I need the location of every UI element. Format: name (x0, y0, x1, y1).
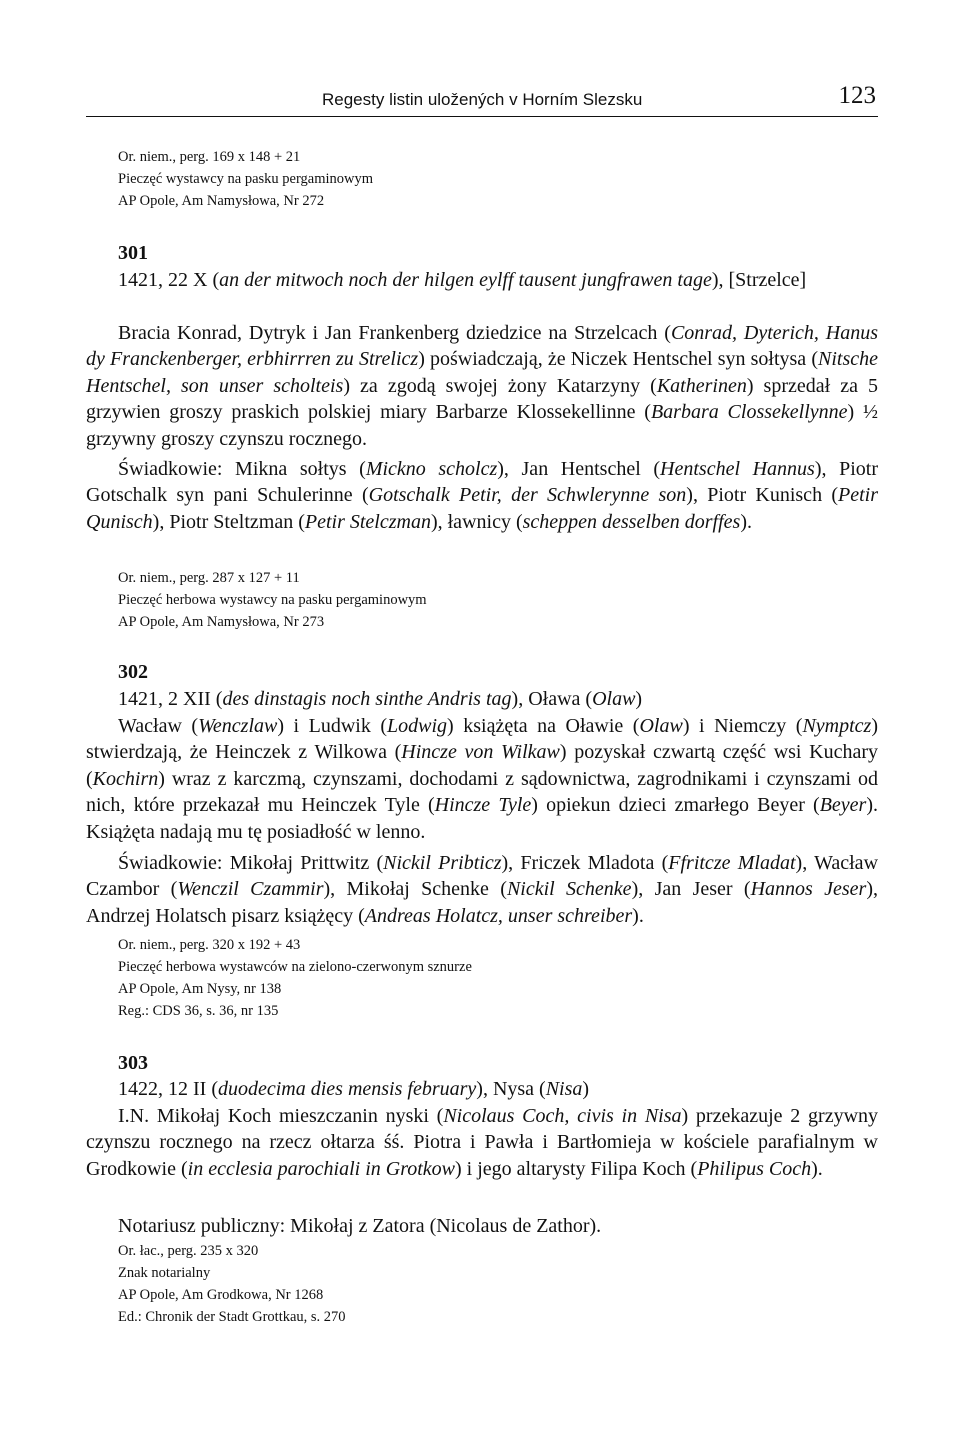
archive-note: AP Opole, Am Nysy, nr 138 (118, 981, 282, 997)
edition-note: Ed.: Chronik der Stadt Grottkau, s. 270 (118, 1309, 346, 1325)
entry-number: 302 (118, 661, 148, 683)
entry-notary: Notariusz publiczny: Mikołaj z Zatora (Nicolaus de Zathor). (118, 1215, 602, 1237)
entry-date-line: 1422, 12 II (duodecima dies mensis february), Nysa (Nisa) (118, 1078, 590, 1100)
reference-note: Reg.: CDS 36, s. 36, nr 135 (118, 1003, 279, 1019)
page-header (86, 82, 878, 118)
entry-number: 303 (118, 1052, 148, 1074)
source-note: Or. niem., perg. 287 x 127 + 11 (118, 570, 300, 586)
entry-date-line: 1421, 22 X (an der mitwoch noch der hilgen eylff tausent jungfrawen tage), [Strzelce] (118, 269, 807, 291)
seal-note: Pieczęć herbowa wystawcy na pasku pergaminowym (118, 592, 427, 608)
entry-witnesses: Świadkowie: Mikołaj Prittwitz (Nickil Pribticz), Friczek Mladota (Ffritcze Mladat), Wacław Czambor (Wenczil Czammir), Mikołaj Schenke (Nickil Schenke), Jan Jeser (Hannos Jeser), Andrzej Holatsch pisarz książęcy (Andreas Holatcz, unser schreiber). (86, 852, 879, 927)
source-note: Or. łac., perg. 235 x 320 (118, 1243, 259, 1259)
entry-regest: I.N. Mikołaj Koch mieszczanin nyski (Nicolaus Coch, civis in Nisa) przekazuje 2 grzywny czynszu rocznego na rzecz ołtarza śś. Piotra i Pawła i Bartłomieja w kościele parafialnym w Grodkowie (in ecclesia parochiali in Grotkow) i jego altarysty Filipa Koch (Philipus Coch). (86, 1105, 879, 1180)
archive-note: AP Opole, Am Grodkowa, Nr 1268 (118, 1287, 324, 1303)
header-rule (86, 116, 878, 117)
archive-note: AP Opole, Am Namysłowa, Nr 272 (118, 193, 325, 209)
entry-witnesses: Świadkowie: Mikna sołtys (Mickno scholcz), Jan Hentschel (Hentschel Hannus), Piotr Gotschalk syn pani Schulerinne (Gotschalk Petir, der Schwlerynne son), Piotr Kunisch (Petir Qunisch), Piotr Steltzman (Petir Stelczman), ławnicy (scheppen desselben dorffes). (86, 458, 879, 533)
source-note: Or. niem., perg. 169 x 148 + 21 (118, 149, 301, 165)
entry-number: 301 (118, 242, 148, 264)
entry-regest: Wacław (Wenczlaw) i Ludwik (Lodwig) książęta na Oławie (Olaw) i Niemczy (Nymptcz) stwierdzają, że Heinczek z Wilkowa (Hincze von Wilkaw) pozyskał czwartą część wsi Kuchary (Kochirn) wraz z karczmą, czynszami, dochodami z sądownictwa, zagrodnikami i czynszami od nich, które przekazał mu Heinczek Tyle (Hincze Tyle) opiekun dzieci zmarłego Beyer (Beyer). Książęta nadają mu tę posiadłość w lenno. (86, 715, 879, 843)
archive-note: AP Opole, Am Namysłowa, Nr 273 (118, 614, 325, 630)
running-title: Regesty listin uložených v Horním Slezsku (322, 90, 643, 109)
page-number: 123 (838, 82, 876, 109)
entry-regest: Bracia Konrad, Dytryk i Jan Frankenberg dziedzice na Strzelcach (Conrad, Dyterich, Hanus dy Franckenberger, erbhirrren zu Strelicz) poświadczają, że Niczek Hentschel syn sołtysa (Nitsche Hentschel, son unser scholteis) za zgodą swojej żony Katarzyny (Katherinen) sprzedał za 5 grzywien groszy praskich polskiej miary Barbarze Klossekellinne (Barbara Clossekellynne) ½ grzywny groszy czynszu rocznego. (86, 322, 879, 450)
notarial-sign-note: Znak notarialny (118, 1265, 211, 1281)
seal-note: Pieczęć herbowa wystawców na zielono-czerwonym sznurze (118, 959, 472, 975)
source-note: Or. niem., perg. 320 x 192 + 43 (118, 937, 301, 953)
seal-note: Pieczęć wystawcy na pasku pergaminowym (118, 171, 374, 187)
entry-date-line: 1421, 2 XII (des dinstagis noch sinthe Andris tag), Oława (Olaw) (118, 688, 643, 710)
